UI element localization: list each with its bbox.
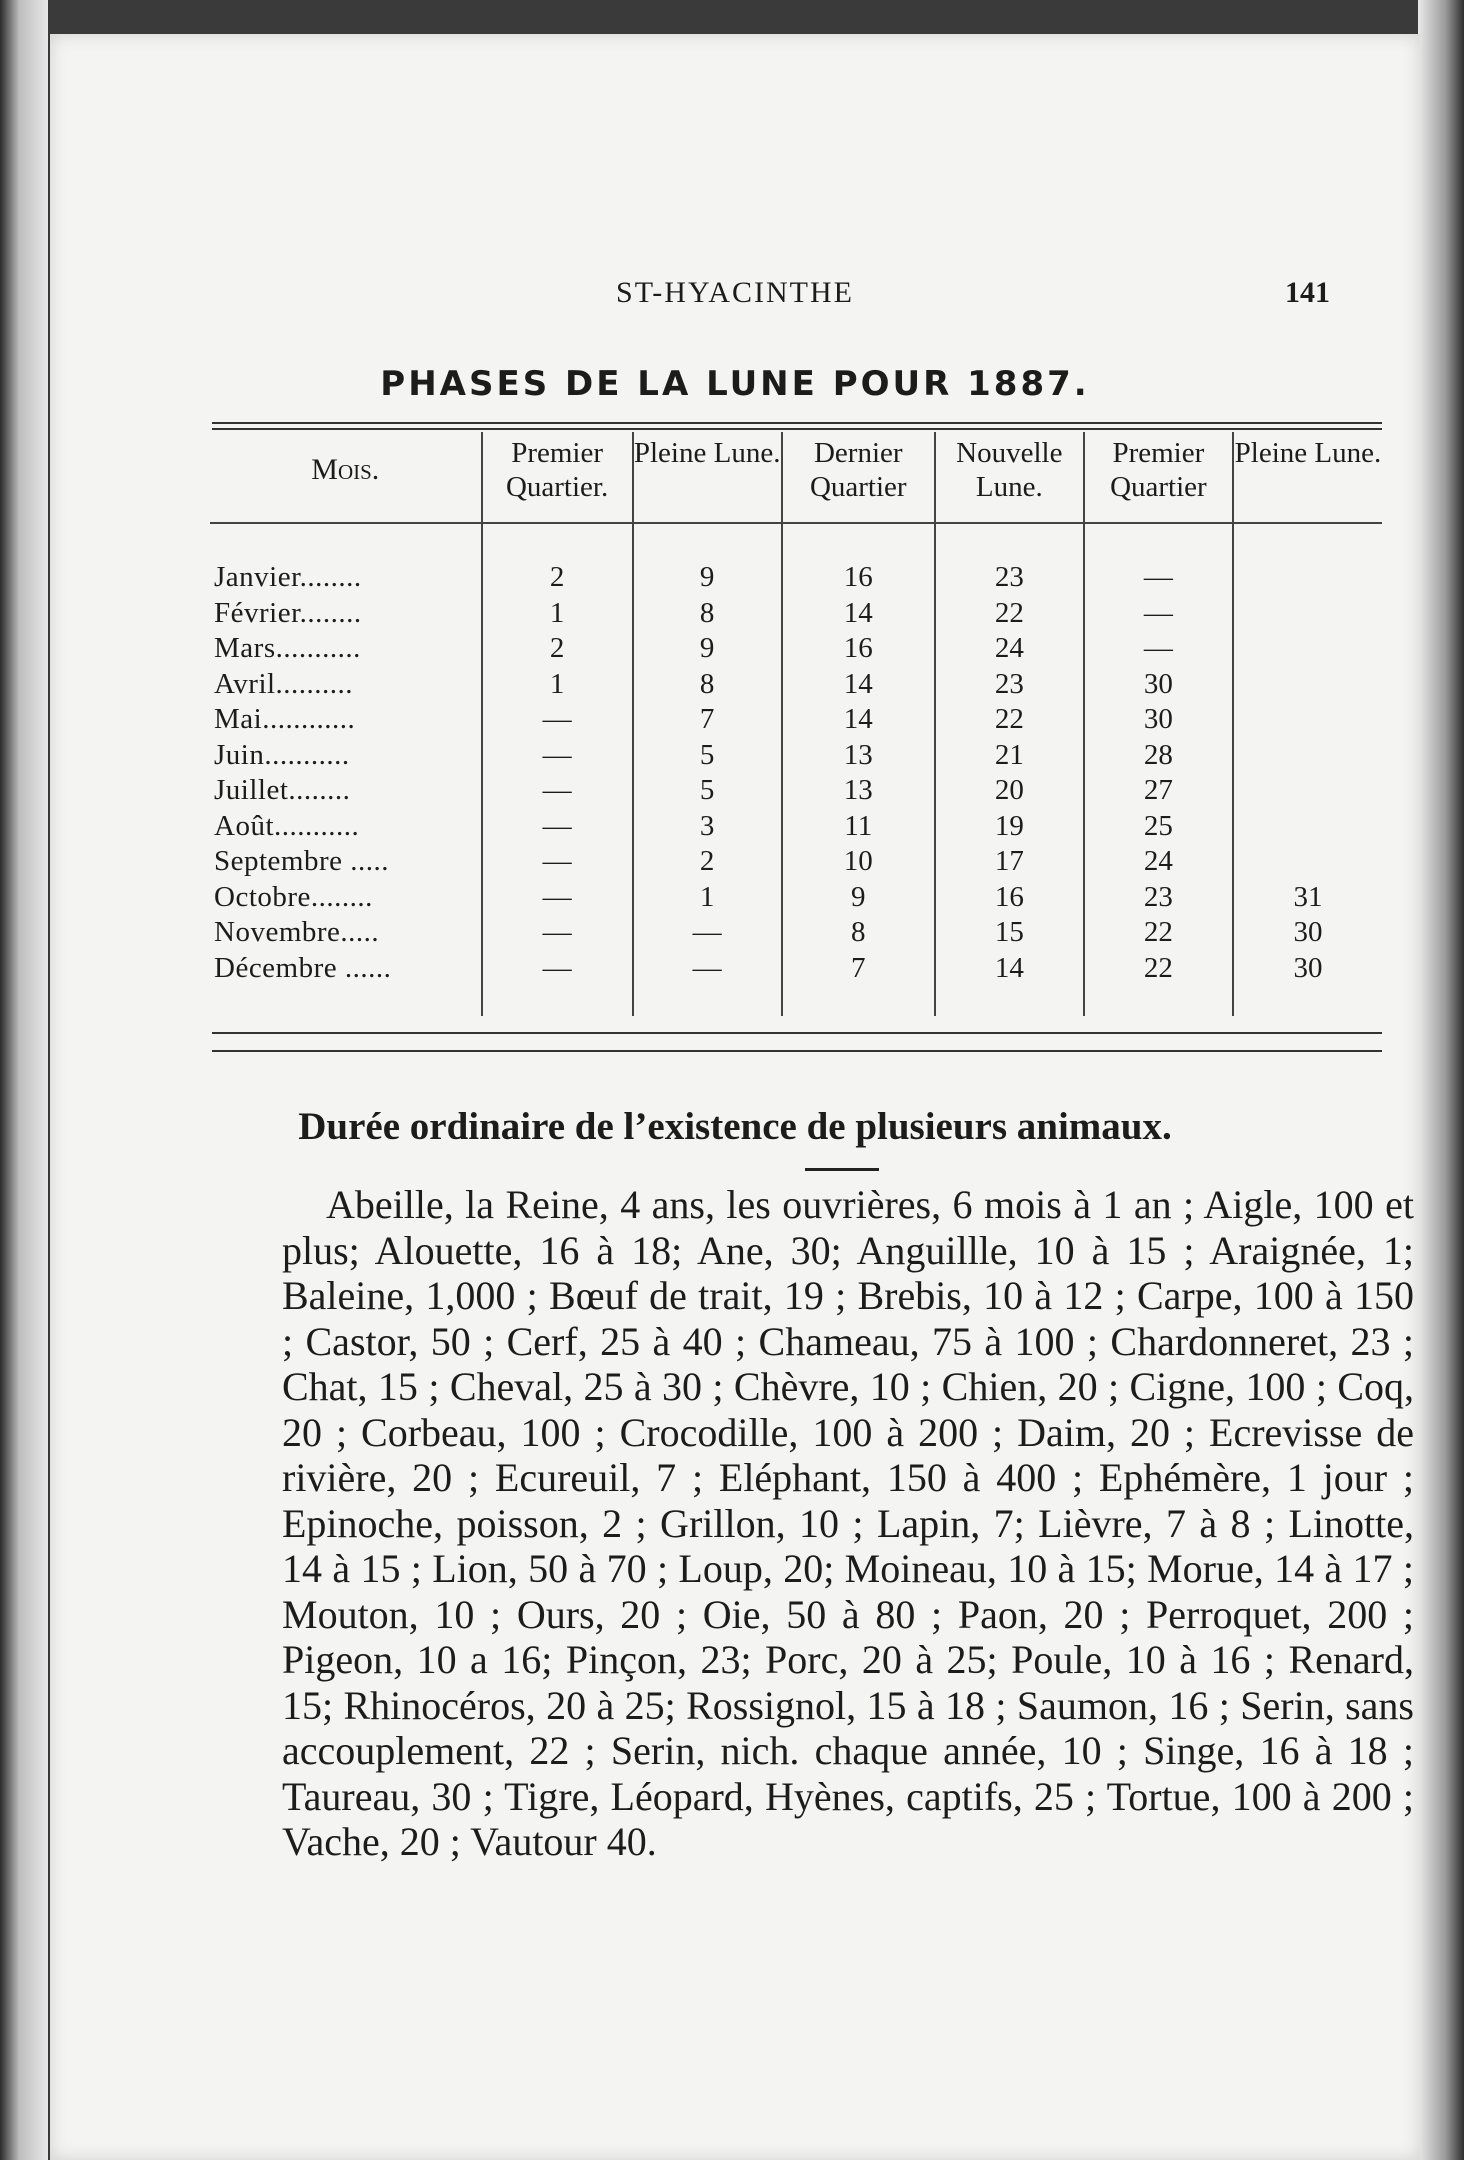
premier-quartier-cell: 2 xyxy=(482,631,633,667)
premier-quartier-cell: — xyxy=(482,738,633,774)
dernier-quartier-cell: 13 xyxy=(782,773,935,809)
nouvelle-lune-cell: 23 xyxy=(935,667,1084,703)
dernier-quartier-cell: 11 xyxy=(782,809,935,845)
table-bottom-rule-2 xyxy=(212,1050,1382,1052)
pleine-lune-2-cell xyxy=(1233,738,1382,774)
premier-quartier-2-cell: 27 xyxy=(1084,773,1233,809)
pleine-lune-cell: — xyxy=(633,915,782,951)
premier-quartier-2-cell: 28 xyxy=(1084,738,1233,774)
dernier-quartier-cell: 7 xyxy=(782,951,935,1017)
nouvelle-lune-cell: 16 xyxy=(935,880,1084,916)
table-bottom-rule xyxy=(212,1032,1382,1034)
pleine-lune-cell: 9 xyxy=(633,523,782,596)
column-header: Dernier Quartier xyxy=(782,432,935,523)
pleine-lune-2-cell xyxy=(1233,773,1382,809)
dernier-quartier-cell: 9 xyxy=(782,880,935,916)
running-head: ST-HYACINTHE xyxy=(616,276,854,309)
premier-quartier-2-cell: — xyxy=(1084,523,1233,596)
premier-quartier-2-cell: 22 xyxy=(1084,951,1233,1017)
month-cell: Mars........... xyxy=(214,632,361,664)
pleine-lune-2-cell: 30 xyxy=(1233,951,1382,1017)
pleine-lune-cell: 2 xyxy=(633,844,782,880)
month-cell: Juillet........ xyxy=(214,774,351,806)
pleine-lune-2-cell xyxy=(1233,702,1382,738)
premier-quartier-2-cell: 25 xyxy=(1084,809,1233,845)
premier-quartier-2-cell: — xyxy=(1084,631,1233,667)
column-header: Premier Quartier. xyxy=(482,432,633,523)
dernier-quartier-cell: 14 xyxy=(782,702,935,738)
nouvelle-lune-cell: 15 xyxy=(935,915,1084,951)
nouvelle-lune-cell: 17 xyxy=(935,844,1084,880)
premier-quartier-2-cell: 22 xyxy=(1084,915,1233,951)
pleine-lune-2-cell xyxy=(1233,667,1382,703)
table-top-rule xyxy=(212,422,1382,430)
table-row xyxy=(210,523,1382,596)
premier-quartier-cell: — xyxy=(482,773,633,809)
column-header: Premier Quartier xyxy=(1084,432,1233,523)
table-row xyxy=(210,773,1382,809)
premier-quartier-cell: 1 xyxy=(482,596,633,632)
dernier-quartier-cell: 13 xyxy=(782,738,935,774)
premier-quartier-cell: — xyxy=(482,809,633,845)
table-row xyxy=(210,809,1382,845)
pleine-lune-2-cell xyxy=(1233,844,1382,880)
nouvelle-lune-cell: 20 xyxy=(935,773,1084,809)
pleine-lune-cell: 8 xyxy=(633,596,782,632)
pleine-lune-2-cell xyxy=(1233,596,1382,632)
pleine-lune-cell: — xyxy=(633,951,782,1017)
table-row xyxy=(210,702,1382,738)
pleine-lune-cell: 3 xyxy=(633,809,782,845)
pleine-lune-cell: 5 xyxy=(633,773,782,809)
table-row xyxy=(210,596,1382,632)
dernier-quartier-cell: 8 xyxy=(782,915,935,951)
animal-lifespans-paragraph: Abeille, la Reine, 4 ans, les ouvrières, 6 mois à 1 an ; Aigle, 100 et plus; Alouette, 16 à 18; Ane, 30; Anguillle, 10 à 15 ; Araignée, 1; Baleine, 1,000 ; Bœuf de trait, 19 ; Brebis, 10 à 12 ; Carpe, 100 à 150 ; Castor, 50 ; Cerf, 25 à 40 ; Chameau, 75 à 100 ; Chardonneret, 23 ; Chat, 15 ; Cheval, 25 à 30 ; Chèvre, 10 ; Chien, 20 ; Cigne, 100 ; Coq, 20 ; Corbeau, 100 ; Crocodille, 100 à 200 ; Daim, 20 ; Ecrevisse de rivière, 20 ; Ecureuil, 7 ; Eléphant, 150 à 400 ; Ephémère, 1 jour ; Epinoche, poisson, 2 ; Grillon, 10 ; Lapin, 7; Lièvre, 7 à 8 ; Linotte, 14 à 15 ; Lion, 50 à 70 ; Loup, 20; Moineau, 10 à 15; Morue, 14 à 17 ; Mouton, 10 ; Ours, 20 ; Oie, 50 à 80 ; Paon, 20 ; Perroquet, 200 ; Pigeon, 10 a 16; Pinçon, 23; Porc, 20 à 25; Poule, 10 à 16 ; Renard, 15; Rhinocéros, 20 à 25; Rossignol, 15 à 18 ; Saumon, 16 ; Serin, sans accouplement, 22 ; Serin, nich. chaque année, 10 ; Singe, 16 à 18 ; Taureau, 30 ; Tigre, Léopard, Hyènes, captifs, 25 ; Tortue, 100 à 200 ; Vache, 20 ; Vautour 40. xyxy=(282,1182,1414,1864)
month-cell: Août........... xyxy=(214,809,360,842)
column-header: Pleine Lune. xyxy=(1233,432,1382,523)
nouvelle-lune-cell: 22 xyxy=(935,596,1084,632)
book-edge-left xyxy=(0,0,48,2160)
short-divider xyxy=(805,1168,879,1171)
page-number: 141 xyxy=(1285,276,1330,309)
pleine-lune-cell: 9 xyxy=(633,631,782,667)
month-cell: Mai............ xyxy=(214,703,356,735)
dernier-quartier-cell: 16 xyxy=(782,631,935,667)
book-edge-right xyxy=(1418,0,1464,2160)
pleine-lune-cell: 7 xyxy=(633,702,782,738)
table-row xyxy=(210,915,1382,951)
section-title: Durée ordinaire de l’existence de plusieurs animaux. xyxy=(298,1105,1172,1148)
month-cell: Juin........... xyxy=(214,738,350,771)
dernier-quartier-cell: 16 xyxy=(782,523,935,596)
table-row xyxy=(210,667,1382,703)
premier-quartier-cell: — xyxy=(482,702,633,738)
premier-quartier-cell: 1 xyxy=(482,667,633,703)
pleine-lune-2-cell xyxy=(1233,809,1382,845)
nouvelle-lune-cell: 22 xyxy=(935,702,1084,738)
pleine-lune-2-cell xyxy=(1233,523,1382,596)
table-row xyxy=(210,844,1382,880)
month-cell: Février........ xyxy=(214,596,362,629)
pleine-lune-2-cell xyxy=(1233,631,1382,667)
premier-quartier-2-cell: 23 xyxy=(1084,880,1233,916)
nouvelle-lune-cell: 19 xyxy=(935,809,1084,845)
nouvelle-lune-cell: 24 xyxy=(935,631,1084,667)
table-row xyxy=(210,738,1382,774)
pleine-lune-cell: 1 xyxy=(633,880,782,916)
premier-quartier-cell: 2 xyxy=(482,523,633,596)
column-header: Mois. xyxy=(210,432,482,523)
dernier-quartier-cell: 14 xyxy=(782,596,935,632)
nouvelle-lune-cell: 23 xyxy=(935,523,1084,596)
table-row xyxy=(210,951,1382,1017)
month-cell: Janvier........ xyxy=(214,561,362,593)
table-row xyxy=(210,880,1382,916)
month-cell: Septembre ..... xyxy=(214,845,390,877)
column-header: Nouvelle Lune. xyxy=(935,432,1084,523)
table-header-row xyxy=(210,432,1382,523)
premier-quartier-cell: — xyxy=(482,844,633,880)
nouvelle-lune-cell: 14 xyxy=(935,951,1084,1017)
pleine-lune-cell: 5 xyxy=(633,738,782,774)
pleine-lune-2-cell: 31 xyxy=(1233,880,1382,916)
column-header: Pleine Lune. xyxy=(633,432,782,523)
book-page xyxy=(50,34,1420,2160)
premier-quartier-2-cell: 30 xyxy=(1084,667,1233,703)
premier-quartier-cell: — xyxy=(482,951,633,1017)
premier-quartier-2-cell: 24 xyxy=(1084,844,1233,880)
pleine-lune-cell: 8 xyxy=(633,667,782,703)
moon-phases-table xyxy=(210,432,1382,1016)
dernier-quartier-cell: 14 xyxy=(782,667,935,703)
month-cell: Octobre........ xyxy=(214,880,373,913)
premier-quartier-cell: — xyxy=(482,915,633,951)
month-cell: Décembre ...... xyxy=(214,951,392,984)
pleine-lune-2-cell: 30 xyxy=(1233,915,1382,951)
nouvelle-lune-cell: 21 xyxy=(935,738,1084,774)
premier-quartier-2-cell: — xyxy=(1084,596,1233,632)
table-title: PHASES DE LA LUNE POUR 1887. xyxy=(380,364,1090,404)
dernier-quartier-cell: 10 xyxy=(782,844,935,880)
table-row xyxy=(210,631,1382,667)
month-cell: Novembre..... xyxy=(214,916,380,948)
premier-quartier-2-cell: 30 xyxy=(1084,702,1233,738)
month-cell: Avril.......... xyxy=(214,667,354,700)
premier-quartier-cell: — xyxy=(482,880,633,916)
